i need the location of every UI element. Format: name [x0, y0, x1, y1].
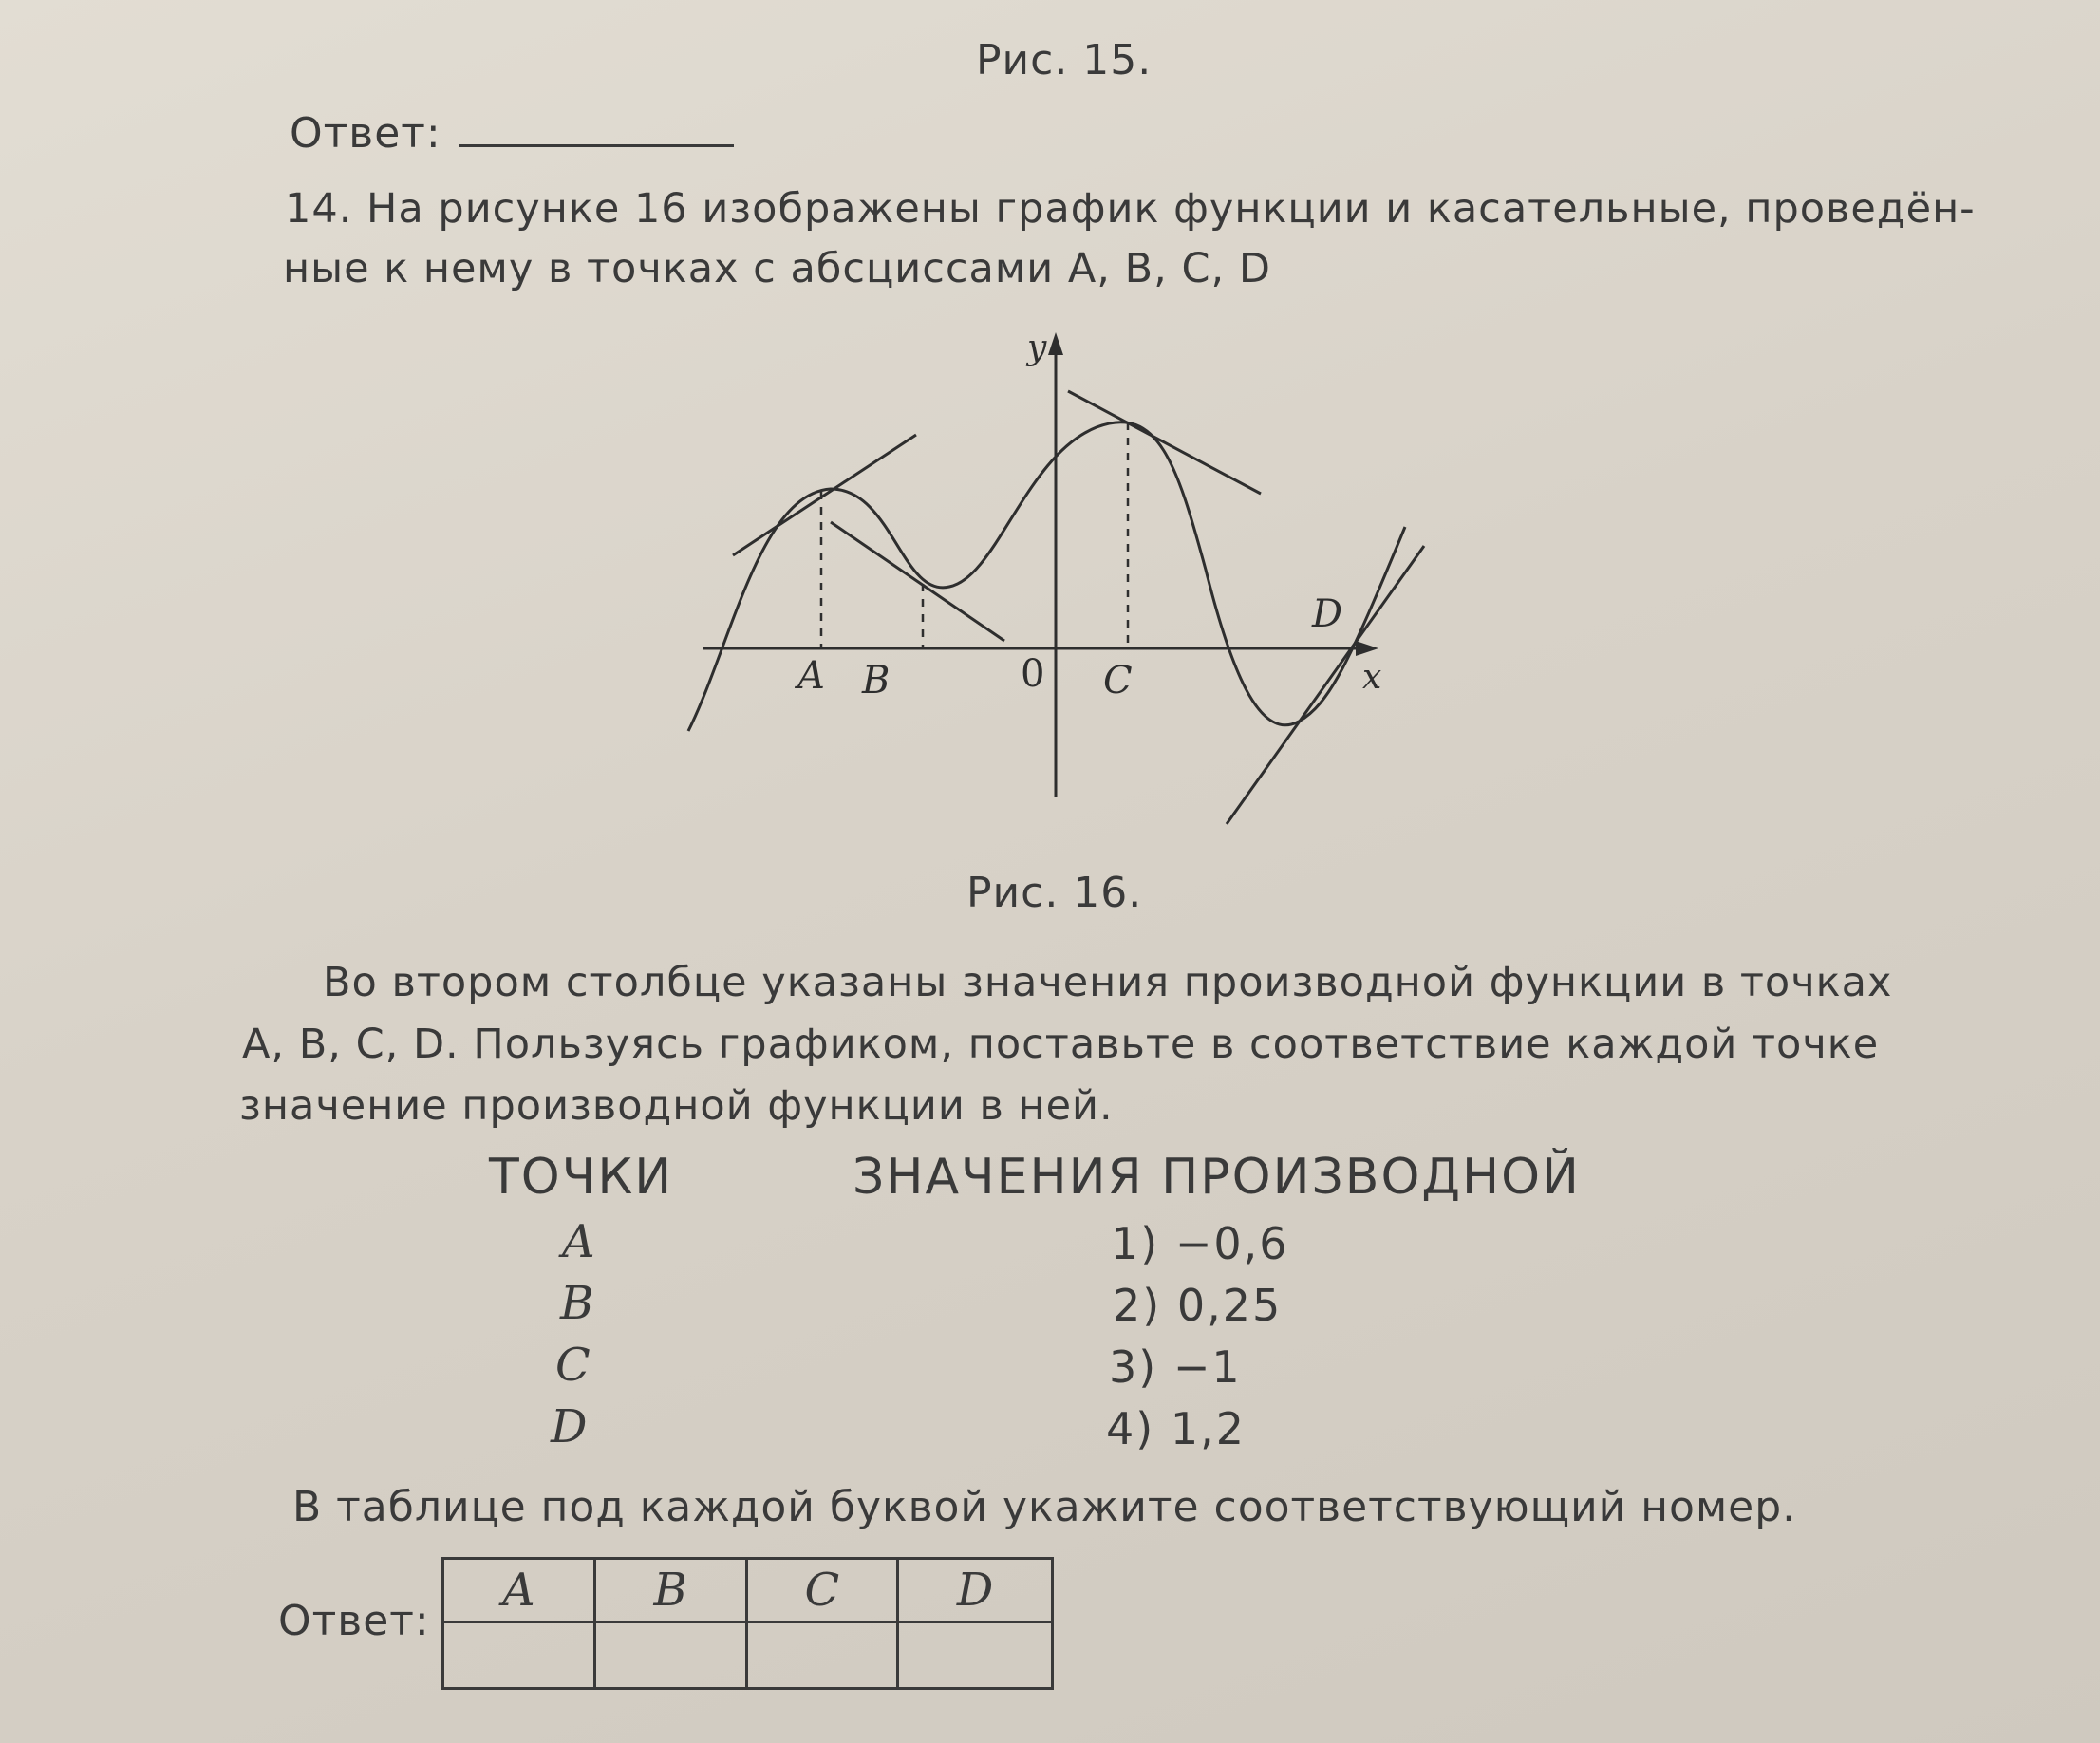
point-row-b: B [560, 1277, 595, 1330]
point-label-a: A [797, 654, 825, 698]
answer-header-d: D [899, 1560, 1051, 1623]
answer-cell-c[interactable] [748, 1623, 900, 1687]
previous-answer-blank[interactable] [459, 116, 734, 147]
answer-table [441, 1557, 1054, 1690]
tangent-c [1068, 391, 1261, 494]
value-row-2: 2) 0,25 [1113, 1280, 1283, 1331]
point-row-d: D [551, 1400, 589, 1453]
x-axis-arrowhead [1356, 641, 1378, 656]
tangent-d [1227, 546, 1424, 824]
answer-cell-b[interactable] [596, 1623, 748, 1687]
function-graph-figure [665, 323, 1453, 835]
answer-cell-a[interactable] [444, 1623, 596, 1687]
point-row-a: A [562, 1215, 596, 1268]
value-row-4: 4) 1,2 [1106, 1403, 1246, 1454]
point-label-c: C [1103, 659, 1133, 703]
figure-16-caption: Рис. 16. [966, 869, 1143, 917]
point-label-b: B [862, 659, 891, 703]
y-axis-label: y [1027, 328, 1047, 367]
points-column-header: ТОЧКИ [489, 1149, 674, 1206]
problem-text-line-2: ные к нему в точках с абсциссами A, B, C, D [283, 245, 1271, 292]
x-axis-label: x [1362, 658, 1382, 697]
previous-answer-line [290, 109, 734, 158]
figure-15-caption: Рис. 15. [976, 36, 1153, 84]
answer-header-a: A [444, 1560, 596, 1623]
answer-label: Ответ: [278, 1597, 430, 1645]
tangent-b [831, 522, 1004, 641]
problem-text-line-1: 14. На рисунке 16 изображены график функции и касательные, проведён- [285, 185, 1976, 233]
function-curve [688, 422, 1405, 731]
body-text-line-1: Во втором столбце указаны значения производной функции в точках [323, 959, 1893, 1006]
previous-answer-label: Ответ: [290, 109, 441, 158]
y-axis-arrowhead [1048, 332, 1063, 355]
point-row-c: C [555, 1339, 591, 1392]
point-label-d: D [1312, 592, 1343, 636]
answer-header-b: B [596, 1560, 748, 1623]
body-text-line-2: A, B, C, D. Пользуясь графиком, поставьте в соответствие каждой точке [242, 1021, 1880, 1068]
tangent-a [733, 435, 916, 555]
value-row-3: 3) −1 [1109, 1341, 1242, 1393]
instruction-text: В таблице под каждой буквой укажите соответствующий номер. [292, 1483, 1797, 1531]
answer-header-c: C [748, 1560, 900, 1623]
value-row-1: 1) −0,6 [1111, 1218, 1289, 1269]
values-column-header: ЗНАЧЕНИЯ ПРОИЗВОДНОЙ [853, 1149, 1581, 1206]
body-text-line-3: значение производной функции в ней. [239, 1082, 1114, 1130]
answer-cell-d[interactable] [899, 1623, 1051, 1687]
origin-label: 0 [1021, 652, 1045, 696]
